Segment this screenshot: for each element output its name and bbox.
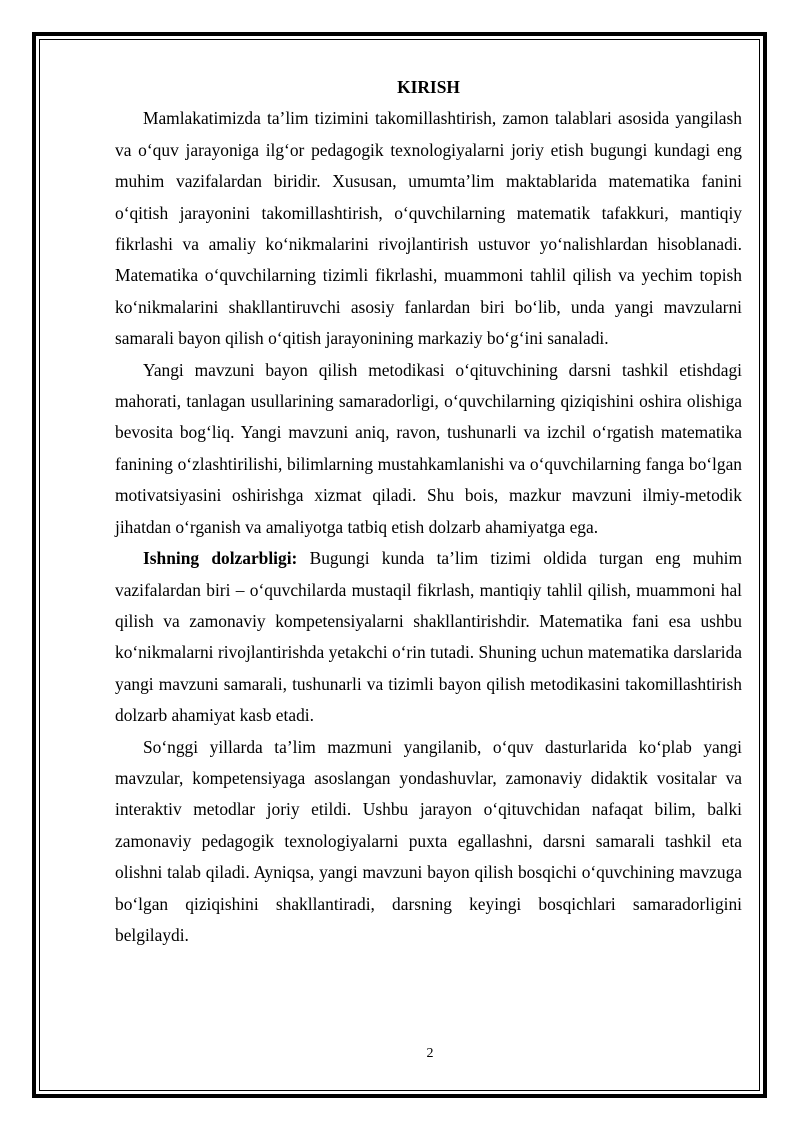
paragraph-4-text: So‘nggi yillarda ta’lim mazmuni yangilanib, o‘quv dasturlarida ko‘plab yangi mavzular, kompetensiyaga asoslangan yondashuvlar, zamonaviy didaktik vositalar va interaktiv metodlar joriy etildi. Ushbu jarayon o‘qituvchidan nafaqat bilim, balki zamonaviy pedagogik texnologiyalarni puxta egallashni, darsni samarali tashkil eta olishni talab qiladi. Ayniqsa, yangi mavzuni bayon qilish bosqichi o‘quvchining mavzuga bo‘lgan qiziqishini shakllantiradi, darsning keyingi bosqichlari samaradorligini belgilaydi. [115,736,742,945]
document-body [115,72,742,951]
paragraph-3-lead: Ishning dolzarbligi: [143,548,298,569]
paragraph-3 [115,543,742,731]
section-title: KIRISH [397,77,460,97]
paragraph-1-text: Mamlakatimizda ta’lim tizimini takomillashtirish, zamon talablari asosida yangilash va o‘quv jarayoniga ilg‘or pedagogik texnologiyalarni joriy etish bugungi kundagi eng muhim vazifalardan biridir. Xususan, umumta’lim maktablarida matematika fanini o‘qitish jarayonini takomillashtirish, o‘quvchilarning matematik tafakkuri, mantiqiy fikrlashi va amaliy ko‘nikmalarini rivojlantirish ustuvor yo‘nalishlardan hisoblanadi. Matematika o‘quvchilarning tizimli fikrlashi, muammoni tahlil qilish va yechim topish ko‘nikmalarini shakllantiruvchi asosiy fanlardan biri bo‘lib, unda yangi mavzularni samarali bayon qilish o‘qitish jarayonining markaziy bo‘g‘ini sanaladi. [115,108,742,349]
page-number: 2 [426,1046,434,1061]
paragraph-2 [115,355,742,543]
paragraph-1 [115,103,742,354]
paragraph-4 [115,732,742,952]
paragraph-2-text: Yangi mavzuni bayon qilish metodikasi o‘qituvchining darsni tashkil etishdagi mahorati, tanlagan usullarining samaradorligi, o‘quvchilarning qiziqishini oshira olishiga bevosita bog‘liq. Yangi mavzuni aniq, ravon, tushunarli va izchil o‘rgatish matematika fanining o‘zlashtirilishi, bilimlarning mustahkamlanishi va o‘quvchilarning fanga bo‘lgan motivatsiyasini oshirishga xizmat qiladi. Shu bois, mazkur mavzuni ilmiy-metodik jihatdan o‘rganish va amaliyotga tatbiq etish dolzarb ahamiyatga ega. [115,359,742,537]
paragraph-3-text: Bugungi kunda ta’lim tizimi oldida turgan eng muhim vazifalardan biri – o‘quvchilarda mustaqil fikrlash, mantiqiy tahlil qilish, muammoni hal qilish va zamonaviy kompetensiyalarni shakllantirishdir. Matematika fani esa ushbu ko‘nikmalarni rivojlantirishda yetakchi o‘rin tutadi. Shuning uchun matematika darslarida yangi mavzuni samarali, tushunarli va tizimli bayon qilish metodikasini takomillashtirish dolzarb ahamiyat kasb etadi. [115,548,742,726]
